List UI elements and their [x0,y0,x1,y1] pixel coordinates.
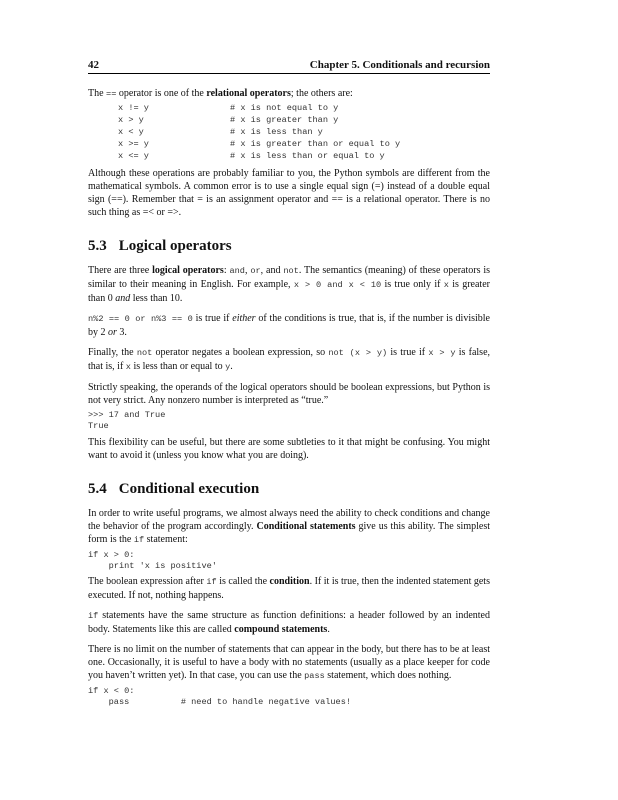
operator-row: x < y # x is less than y [118,127,323,137]
page-number: 42 [88,59,99,71]
strictness-paragraph: Strictly speaking, the operands of the logical operators should be boolean expressions, but Python is not very strict. Any nonzero number is interpreted as “true.” [88,382,490,406]
header-rule [88,73,490,74]
operator-row: x > y # x is greater than y [118,115,339,125]
operator-row: x >= y # x is greater than or equal to y [118,139,401,149]
page-body [88,87,490,709]
divisible-paragraph: n%2 == 0 or n%3 == 0 is true if either of the conditions is true, that is, if the number is divisible by 2 or 3. [88,313,490,338]
section-heading-logical-operators: 5.3 Logical operators [88,238,232,254]
code-example-pass: if x < 0: pass # need to handle negative values! [88,686,352,708]
conditional-intro-paragraph: In order to write useful programs, we almost always need the ability to check conditions and change the behavior of the program accordingly. Conditional statements give us this ability. The simplest form is the if statement: [88,507,490,545]
operator-row: x <= y # x is less than or equal to y [118,151,385,161]
logical-operators-paragraph: There are three logical operators: and, or, and not. The semantics (meaning) of these operators is similar to their meaning in English. For example, x > 0 and x < 10 is true only if x is greater than 0 and less than 10. [88,265,490,304]
section-heading-conditional-execution: 5.4 Conditional execution [88,480,260,497]
compound-statements-paragraph: if statements have the same structure as function definitions: a header followed by an indented body. Statements like this are called compound statements. [88,610,490,636]
not-operator-paragraph: Finally, the not operator negates a boolean expression, so not (x > y) is true if x > y is false, that is, if x is less than or equal to y. [88,347,491,372]
pass-statement-paragraph: There is no limit on the number of statements that can appear in the body, but there has to be at least one. Occasionally, it is useful to have a body with no statements (usually as a place keeper for code you haven’t written yet). In that case, you can use the pass statement, which does nothing. [88,644,490,682]
relational-operators-list [118,101,490,167]
operator-row: x != y # x is not equal to y [118,103,339,113]
code-example-if: if x > 0: print 'x is positive' [88,549,217,571]
chapter-title: Chapter 5. Conditionals and recursion [309,59,490,71]
flexibility-paragraph: This flexibility can be useful, but there are some subtleties to it that might be confusing. You might want to avoid it (unless you know what you are doing). [88,436,490,461]
relational-intro-paragraph: The == operator is one of the relational operators; the others are: [88,88,353,99]
symbols-paragraph: Although these operations are probably familiar to you, the Python symbols are different from the mathematical symbols. A common error is to use a single equal sign (=) instead of a double equal sign (==). Remember that = is an assignment operator and == is a relational operator. There is no such thing as =< or =>. [88,168,490,218]
code-example-and: >>> 17 and True True [88,410,166,432]
condition-paragraph: The boolean expression after if is called the condition. If it is true, then the indented statement gets executed. If not, nothing happens. [88,576,490,602]
